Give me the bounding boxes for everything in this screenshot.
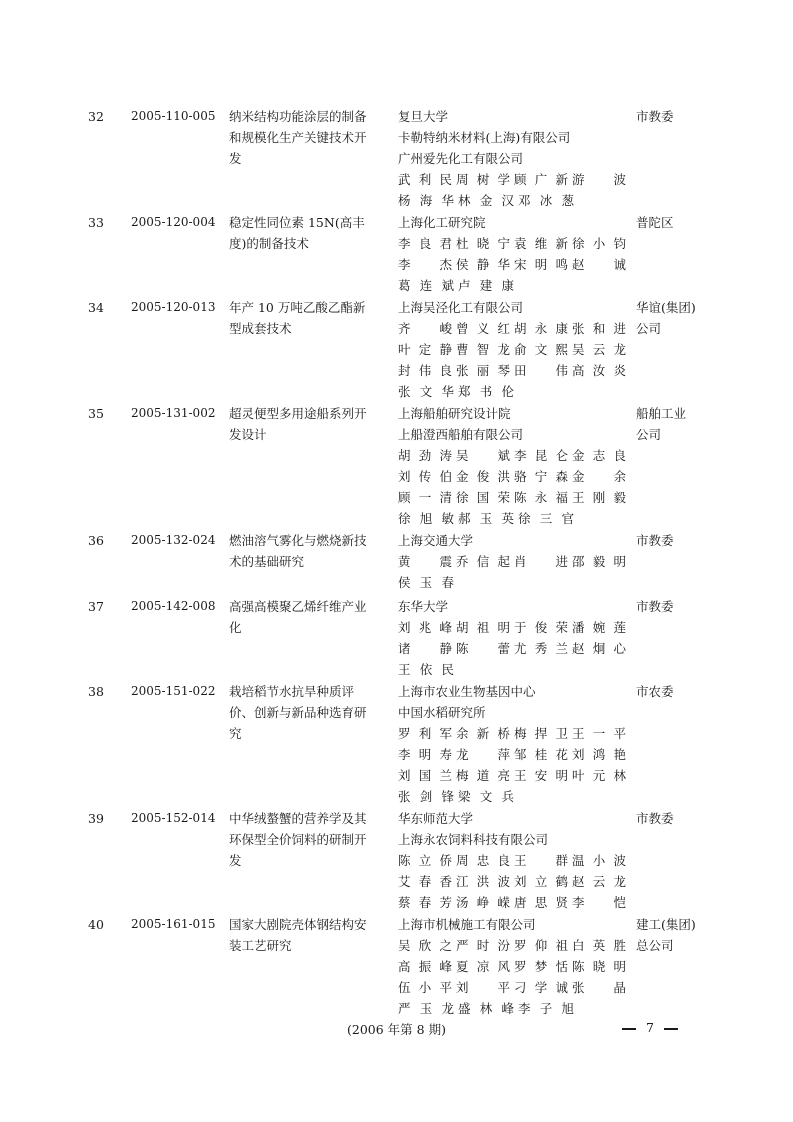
person-name: 宋明鸣 xyxy=(514,257,568,272)
person-name: 诸静 xyxy=(398,641,452,656)
people-line xyxy=(398,339,630,360)
unit-name: 上海永农饲料科技有限公司 xyxy=(398,832,549,847)
person-name: 邓冰葱 xyxy=(518,193,574,208)
person-name: 葛连斌 xyxy=(398,278,454,293)
people-line xyxy=(398,318,630,339)
person-name: 田伟 xyxy=(514,363,568,378)
project-title xyxy=(229,681,389,744)
row-number: 37 xyxy=(88,599,104,614)
person-name: 黄震 xyxy=(398,554,452,569)
person-name: 严玉龙 xyxy=(398,1001,454,1016)
person-name: 尤秀兰 xyxy=(514,641,568,656)
people-line xyxy=(398,765,630,786)
units-and-people xyxy=(398,808,630,913)
person-name: 吴欣之 xyxy=(398,938,452,953)
person-name: 刘平 xyxy=(456,980,510,995)
project-title-line: 度)的制备技术 xyxy=(229,236,309,251)
row-number: 38 xyxy=(88,684,104,699)
person-name: 张文华 xyxy=(398,384,454,399)
person-name: 王刚毅 xyxy=(572,490,626,505)
people-line xyxy=(398,850,630,871)
unit-name: 东华大学 xyxy=(398,599,449,614)
person-name: 余新桥 xyxy=(456,726,510,741)
project-title-line: 中华绒螯蟹的营养学及其 xyxy=(229,811,367,826)
recommending-unit xyxy=(636,297,716,339)
person-name: 刘立鹤 xyxy=(514,874,568,889)
person-name: 汤峥嵘 xyxy=(456,895,510,910)
project-code: 2005-132-024 xyxy=(131,533,216,547)
row-number: 32 xyxy=(88,109,104,124)
person-name: 邵毅明 xyxy=(572,554,626,569)
project-code: 2005-131-002 xyxy=(131,406,216,420)
people-line xyxy=(398,935,630,956)
project-code: 2005-152-014 xyxy=(131,811,216,825)
project-title xyxy=(229,403,389,445)
people-line xyxy=(398,360,630,381)
person-name: 袁维新 xyxy=(514,236,568,251)
person-name: 李昆仑 xyxy=(514,448,568,463)
person-name: 金余 xyxy=(572,469,626,484)
project-title-line: 术的基础研究 xyxy=(229,554,305,569)
unit-name: 上海市机械施工有限公司 xyxy=(398,917,536,932)
people-line xyxy=(398,551,630,572)
units-and-people xyxy=(398,530,630,593)
project-title-line: 高强高模聚乙烯纤维产业 xyxy=(229,599,367,614)
person-name: 林金汉 xyxy=(458,193,514,208)
project-code: 2005-120-013 xyxy=(131,300,216,314)
project-code: 2005-142-008 xyxy=(131,599,216,613)
recommender-line: 市教委 xyxy=(636,533,674,548)
project-title xyxy=(229,530,389,572)
project-title xyxy=(229,106,389,169)
project-code: 2005-110-005 xyxy=(131,109,216,123)
people-line xyxy=(398,487,630,508)
people-line xyxy=(398,381,630,402)
person-name: 李杰 xyxy=(398,257,452,272)
person-name: 金志良 xyxy=(572,448,626,463)
person-name: 金俊洪 xyxy=(456,469,510,484)
person-name: 张剑锋 xyxy=(398,789,454,804)
people-line xyxy=(398,744,630,765)
project-title-line: 发 xyxy=(229,151,242,166)
recommender-line: 公司 xyxy=(636,321,662,336)
project-title-line: 化 xyxy=(229,620,242,635)
person-name: 龙萍 xyxy=(456,747,510,762)
person-name: 艾春香 xyxy=(398,874,452,889)
person-name: 邹桂花 xyxy=(514,747,568,762)
person-name: 张晶 xyxy=(572,980,626,995)
person-name: 肖进 xyxy=(514,554,568,569)
person-name: 严时汾 xyxy=(456,938,510,953)
person-name: 盛林峰 xyxy=(458,1001,514,1016)
unit-name: 上海市农业生物基因中心 xyxy=(398,684,536,699)
people-line xyxy=(398,892,630,913)
people-line xyxy=(398,617,630,638)
recommender-line: 普陀区 xyxy=(636,215,674,230)
person-name: 游波 xyxy=(572,172,626,187)
person-name: 周忠良 xyxy=(456,853,510,868)
person-name: 周树学 xyxy=(456,172,510,187)
people-line xyxy=(398,466,630,487)
recommender-line: 公司 xyxy=(636,427,662,442)
page-dash-right xyxy=(664,1028,678,1030)
person-name: 罗梦恬 xyxy=(514,959,568,974)
person-name: 张和进 xyxy=(572,321,626,336)
person-name: 白英胜 xyxy=(572,938,626,953)
person-name: 吴云龙 xyxy=(572,342,626,357)
row-number: 39 xyxy=(88,811,104,826)
person-name: 陈晓明 xyxy=(572,959,626,974)
person-name: 赵诚 xyxy=(572,257,626,272)
people-line xyxy=(398,190,630,211)
recommending-unit xyxy=(636,596,716,617)
page-number xyxy=(622,1020,678,1035)
people-line xyxy=(398,956,630,977)
person-name: 胡劲涛 xyxy=(398,448,452,463)
recommender-line: 华谊(集团) xyxy=(636,300,696,315)
recommender-line: 船舶工业 xyxy=(636,406,687,421)
recommender-line: 总公司 xyxy=(636,938,674,953)
recommender-line: 建工(集团) xyxy=(636,917,696,932)
recommender-line: 市教委 xyxy=(636,811,674,826)
page-dash-left xyxy=(622,1028,636,1030)
project-title-line: 超灵便型多用途船系列开 xyxy=(229,406,367,421)
people-line xyxy=(398,445,630,466)
people-line xyxy=(398,169,630,190)
project-code: 2005-120-004 xyxy=(131,215,216,229)
unit-name: 复旦大学 xyxy=(398,109,449,124)
person-name: 武利民 xyxy=(398,172,452,187)
project-title-line: 和规模化生产关键技术开 xyxy=(229,130,367,145)
person-name: 唐思贤 xyxy=(514,895,568,910)
recommending-unit xyxy=(636,403,716,445)
row-number: 40 xyxy=(88,917,104,932)
recommending-unit xyxy=(636,808,716,829)
project-title xyxy=(229,212,389,254)
person-name: 吴斌 xyxy=(456,448,510,463)
person-name: 徐旭敏 xyxy=(398,511,454,526)
people-line xyxy=(398,508,630,529)
row-number: 33 xyxy=(88,215,104,230)
unit-name: 上海船舶研究设计院 xyxy=(398,406,511,421)
person-name: 刘国兰 xyxy=(398,768,452,783)
person-name: 陈蕾 xyxy=(456,641,510,656)
units-and-people xyxy=(398,106,630,211)
person-name: 于俊荣 xyxy=(514,620,568,635)
recommender-line: 市教委 xyxy=(636,599,674,614)
person-name: 骆宁森 xyxy=(514,469,568,484)
unit-name: 上海化工研究院 xyxy=(398,215,486,230)
recommending-unit xyxy=(636,212,716,233)
row-number: 35 xyxy=(88,406,104,421)
person-name: 李良君 xyxy=(398,236,452,251)
person-name: 蔡春芳 xyxy=(398,895,452,910)
person-name: 王安明 xyxy=(514,768,568,783)
unit-name: 中国水稻研究所 xyxy=(398,705,486,720)
units-and-people xyxy=(398,403,630,529)
people-line xyxy=(398,659,630,680)
recommender-line: 市教委 xyxy=(636,109,674,124)
person-name: 温小波 xyxy=(572,853,626,868)
person-name: 罗利军 xyxy=(398,726,452,741)
person-name: 徐国荣 xyxy=(456,490,510,505)
people-line xyxy=(398,638,630,659)
person-name: 赵云龙 xyxy=(572,874,626,889)
person-name: 郑书伦 xyxy=(458,384,514,399)
person-name: 高汝炎 xyxy=(572,363,626,378)
person-name: 杨海华 xyxy=(398,193,454,208)
person-name: 刘兆峰 xyxy=(398,620,452,635)
person-name: 徐小钧 xyxy=(572,236,626,251)
unit-name: 华东师范大学 xyxy=(398,811,474,826)
person-name: 王一平 xyxy=(572,726,626,741)
person-name: 俞文熙 xyxy=(514,342,568,357)
recommending-unit xyxy=(636,681,716,702)
person-name: 曾义红 xyxy=(456,321,510,336)
unit-name: 广州爱先化工有限公司 xyxy=(398,151,524,166)
person-name: 杜晓宁 xyxy=(456,236,510,251)
project-title-line: 环保型全价饲料的研制开 xyxy=(229,832,367,847)
people-line xyxy=(398,723,630,744)
person-name: 高振峰 xyxy=(398,959,452,974)
person-name: 徐三官 xyxy=(518,511,574,526)
person-name: 顾广新 xyxy=(514,172,568,187)
units-and-people xyxy=(398,212,630,296)
project-title-line: 究 xyxy=(229,726,242,741)
person-name: 梁文兵 xyxy=(458,789,514,804)
person-name: 叶定静 xyxy=(398,342,452,357)
project-title xyxy=(229,596,389,638)
row-number: 36 xyxy=(88,533,104,548)
project-title xyxy=(229,297,389,339)
people-line xyxy=(398,254,630,275)
project-title-line: 纳米结构功能涂层的制备 xyxy=(229,109,367,124)
people-line xyxy=(398,275,630,296)
person-name: 郝玉英 xyxy=(458,511,514,526)
person-name: 叶元林 xyxy=(572,768,626,783)
project-code: 2005-151-022 xyxy=(131,684,216,698)
recommender-line: 市农委 xyxy=(636,684,674,699)
row-number: 34 xyxy=(88,300,104,315)
project-title-line: 国家大剧院壳体钢结构安 xyxy=(229,917,367,932)
person-name: 梅捍卫 xyxy=(514,726,568,741)
people-line xyxy=(398,998,630,1019)
unit-name: 上海交通大学 xyxy=(398,533,474,548)
people-line xyxy=(398,786,630,807)
people-line xyxy=(398,871,630,892)
person-name: 梅道亮 xyxy=(456,768,510,783)
person-name: 乔信起 xyxy=(456,554,510,569)
people-line xyxy=(398,977,630,998)
person-name: 张丽琴 xyxy=(456,363,510,378)
person-name: 王依民 xyxy=(398,662,454,677)
person-name: 赵炯心 xyxy=(572,641,626,656)
person-name: 胡永康 xyxy=(514,321,568,336)
person-name: 卢建康 xyxy=(458,278,514,293)
project-code: 2005-161-015 xyxy=(131,917,216,931)
project-title-line: 发 xyxy=(229,853,242,868)
person-name: 侯玉春 xyxy=(398,575,454,590)
project-title-line: 发设计 xyxy=(229,427,267,442)
person-name: 罗仰祖 xyxy=(514,938,568,953)
people-line xyxy=(398,572,630,593)
units-and-people xyxy=(398,914,630,1019)
project-title-line: 型成套技术 xyxy=(229,321,292,336)
person-name: 李明寿 xyxy=(398,747,452,762)
unit-name: 上海吴泾化工有限公司 xyxy=(398,300,524,315)
project-title-line: 燃油溶气雾化与燃烧新技 xyxy=(229,533,367,548)
person-name: 侯静华 xyxy=(456,257,510,272)
units-and-people xyxy=(398,681,630,807)
person-name: 顾一清 xyxy=(398,490,452,505)
recommending-unit xyxy=(636,914,716,956)
recommending-unit xyxy=(636,530,716,551)
page-number-value: 7 xyxy=(645,1020,654,1035)
unit-name: 上船澄西船舶有限公司 xyxy=(398,427,524,442)
project-title-line: 稳定性同位素 15N(高丰 xyxy=(229,215,365,230)
project-title-line: 价、创新与新品种选育研 xyxy=(229,705,367,720)
person-name: 陈永福 xyxy=(514,490,568,505)
project-title-line: 年产 10 万吨乙酸乙酯新 xyxy=(229,300,366,315)
project-title-line: 栽培稻节水抗旱种质评 xyxy=(229,684,355,699)
person-name: 伍小平 xyxy=(398,980,452,995)
person-name: 刁学诚 xyxy=(514,980,568,995)
person-name: 王群 xyxy=(514,853,568,868)
person-name: 夏凉风 xyxy=(456,959,510,974)
unit-name: 卡勒特纳米材料(上海)有限公司 xyxy=(398,130,571,145)
person-name: 李恺 xyxy=(572,895,626,910)
person-name: 刘鸿艳 xyxy=(572,747,626,762)
units-and-people xyxy=(398,297,630,402)
project-title xyxy=(229,808,389,871)
person-name: 李子旭 xyxy=(518,1001,574,1016)
issue-label: (2006 年第 8 期) xyxy=(347,1022,446,1037)
person-name: 江洪波 xyxy=(456,874,510,889)
project-title-line: 装工艺研究 xyxy=(229,938,292,953)
person-name: 曹智龙 xyxy=(456,342,510,357)
project-title xyxy=(229,914,389,956)
person-name: 刘传伯 xyxy=(398,469,452,484)
person-name: 胡祖明 xyxy=(456,620,510,635)
person-name: 潘婉莲 xyxy=(572,620,626,635)
person-name: 陈立侨 xyxy=(398,853,452,868)
recommending-unit xyxy=(636,106,716,127)
units-and-people xyxy=(398,596,630,680)
person-name: 封伟良 xyxy=(398,363,452,378)
people-line xyxy=(398,233,630,254)
person-name: 齐峻 xyxy=(398,321,452,336)
